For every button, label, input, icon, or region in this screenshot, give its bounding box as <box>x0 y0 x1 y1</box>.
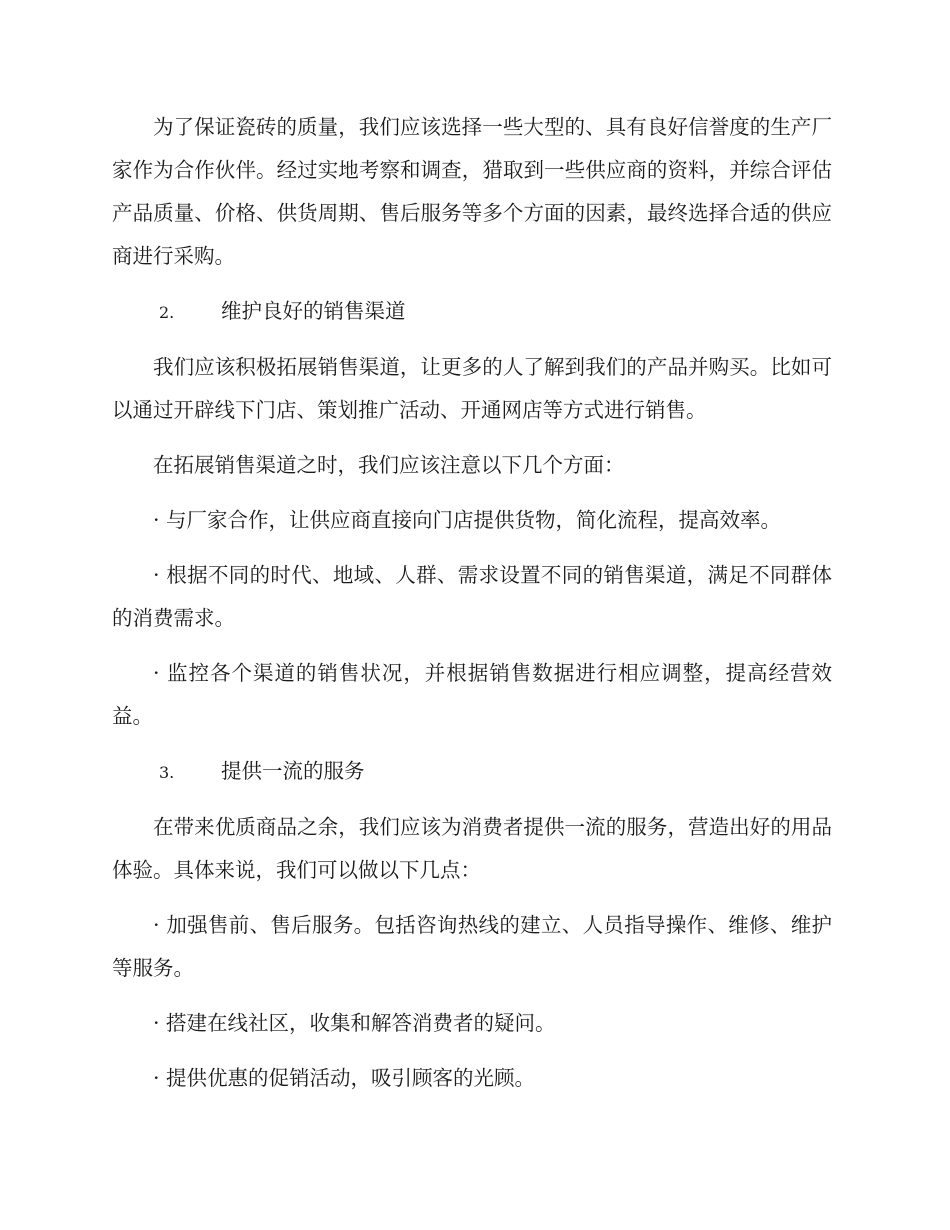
bullet-item: · 监控各个渠道的销售状况，并根据销售数据进行相应调整，提高经营效益。 <box>112 661 832 728</box>
document-page <box>112 106 832 1112</box>
bullet-item: · 提供优惠的促销活动，吸引顾客的光顾。 <box>153 1066 536 1090</box>
section-heading-3 <box>112 750 832 794</box>
bullet-item: · 与厂家合作，让供应商直接向门店提供货物，简化流程，提高效率。 <box>153 508 782 532</box>
paragraph-service-intro: 在带来优质商品之余，我们应该为消费者提供一流的服务，营造出好的用品体验。具体来说，我们可以做以下几点： <box>112 815 832 882</box>
section-title: 提供一流的服务 <box>221 759 365 783</box>
bullet-item: · 根据不同的时代、地域、人群、需求设置不同的销售渠道，满足不同群体的消费需求。 <box>112 563 832 630</box>
bullet-item: · 搭建在线社区，收集和解答消费者的疑问。 <box>153 1011 556 1035</box>
section-title: 维护良好的销售渠道 <box>221 299 406 323</box>
section-number: 2. <box>159 303 175 322</box>
paragraph-sales-channels: 我们应该积极拓展销售渠道，让更多的人了解到我们的产品并购买。比如可以通过开辟线下门店、策划推广活动、开通网店等方式进行销售。 <box>112 355 832 422</box>
section-number: 3. <box>159 763 175 782</box>
paragraph-channel-notes-intro: 在拓展销售渠道之时，我们应该注意以下几个方面： <box>153 453 625 477</box>
paragraph-supplier-selection: 为了保证瓷砖的质量，我们应该选择一些大型的、具有良好信誉度的生产厂家作为合作伙伴。经过实地考察和调查，猎取到一些供应商的资料，并综合评估产品质量、价格、供货周期、售后服务等多个方面的因素，最终选择合适的供应商进行采购。 <box>112 115 832 268</box>
bullet-item: · 加强售前、售后服务。包括咨询热线的建立、人员指导操作、维修、维护等服务。 <box>112 913 832 980</box>
section-heading-2 <box>112 290 832 334</box>
